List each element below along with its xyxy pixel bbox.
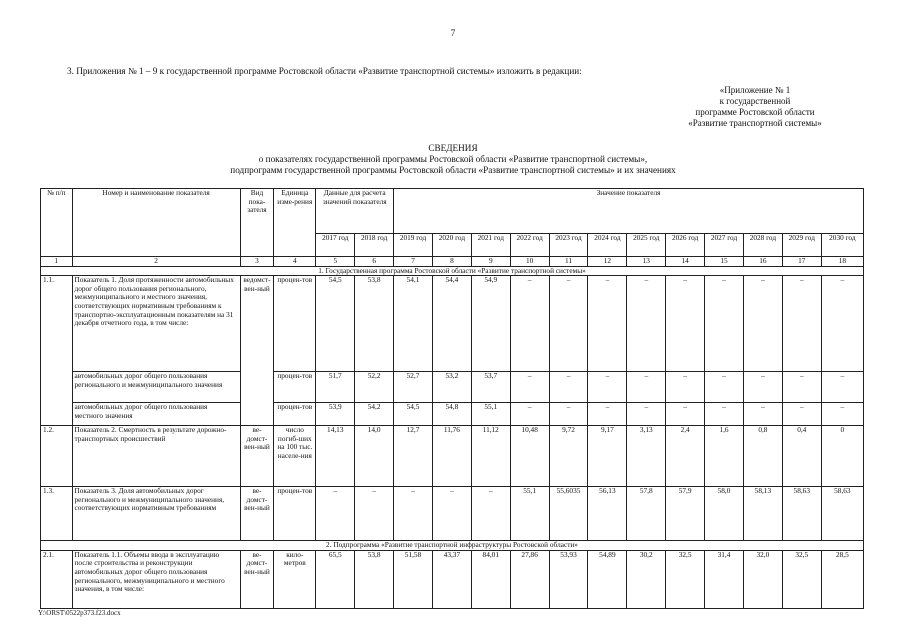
section-row [41,541,864,551]
column-number: 6 [355,257,394,267]
header-values: Значение показателя [394,189,864,234]
value-cell: 2,4 [666,426,705,487]
heading-line: подпрограмм государственной программы Ростовской области «Развитие транспортной системы» и их значениях [230,165,676,175]
value-cell: 53,93 [549,550,588,608]
value-cell: 58,63 [782,487,821,541]
value-cell: 84,01 [471,550,510,608]
column-number: 3 [240,257,274,267]
value-cell: – [549,403,588,426]
value-cell: 27,86 [510,550,549,608]
column-number: 11 [549,257,588,267]
value-cell: 52,7 [394,372,433,403]
value-cell: – [743,403,782,426]
year-header: 2018 год [355,234,394,257]
value-cell: 58,0 [705,487,744,541]
value-cell: – [355,487,394,541]
value-cell: – [588,372,627,403]
unit: процен-тов [274,276,316,372]
value-cell: 52,2 [355,372,394,403]
column-number: 1 [41,257,73,267]
value-cell: – [821,372,863,403]
value-cell: 53,2 [432,372,471,403]
value-cell: – [627,276,666,372]
column-number: 16 [743,257,782,267]
value-cell: – [627,372,666,403]
table-row [41,403,864,426]
unit: процен-тов [274,487,316,541]
table-row [41,276,864,372]
row-number: 1.2. [41,426,73,487]
value-cell: 30,2 [627,550,666,608]
value-cell: 54,5 [316,276,355,372]
column-number: 17 [782,257,821,267]
value-cell: 55,1 [471,403,510,426]
value-cell: 14,13 [316,426,355,487]
indicators-table [40,188,864,609]
year-header: 2029 год [782,234,821,257]
section-title: 2. Подпрограмма «Развитие транспортной инфраструктуры Ростовской области» [41,541,864,551]
value-cell: 53,8 [355,550,394,608]
page-number: 7 [450,28,456,38]
value-cell: 54,8 [432,403,471,426]
indicator-name: Показатель 1.1. Объемы ввода в эксплуатацию после строительства и реконструкции автомобильных дорог общего пользования регионального, межмуниципального и местного значения, в том числе: [72,550,240,608]
value-cell: – [666,276,705,372]
heading-title: СВЕДЕНИЯ [428,143,478,153]
value-cell: 54,1 [394,276,433,372]
column-number: 5 [316,257,355,267]
value-cell: – [743,276,782,372]
value-cell: 53,8 [355,276,394,372]
section-row [41,266,864,276]
year-header: 2019 год [394,234,433,257]
value-cell: 54,4 [432,276,471,372]
heading-line: о показателях государственной программы Ростовской области «Развитие транспортной системы», [258,154,648,164]
value-cell: 0 [821,426,863,487]
value-cell: – [705,403,744,426]
value-cell: 54,9 [471,276,510,372]
value-cell: 58,63 [821,487,863,541]
value-cell: – [549,276,588,372]
value-cell: 28,5 [821,550,863,608]
value-cell: 0,4 [782,426,821,487]
value-cell: 11,76 [432,426,471,487]
indicator-name: Показатель 3. Доля автомобильных дорог регионального и межмуниципального значения, соответствующих нормативным требованиям [72,487,240,541]
column-number: 4 [274,257,316,267]
value-cell: – [782,276,821,372]
value-cell: 58,13 [743,487,782,541]
column-number: 8 [432,257,471,267]
unit: кило-метров [274,550,316,608]
value-cell: 56,13 [588,487,627,541]
header-num: № п/п [41,189,73,257]
value-cell: 55,1 [510,487,549,541]
value-cell: – [471,487,510,541]
table-row [41,426,864,487]
value-cell: – [316,487,355,541]
value-cell: 9,72 [549,426,588,487]
column-number: 10 [510,257,549,267]
header-type: Вид пока-зателя [240,189,274,257]
value-cell: 54,2 [355,403,394,426]
value-cell: 54,89 [588,550,627,608]
value-cell: – [743,372,782,403]
intro-text: 3. Приложения № 1 – 9 к государственной программе Ростовской области «Развитие транспортной системы» изложить в редакции: [67,66,582,76]
indicator-type: ведомст-вен-ный [240,276,274,426]
indicator-type: ве-домст-вен-ный [240,487,274,541]
appendix-line: к государственной [719,96,791,106]
row-number: 2.1. [41,550,73,608]
value-cell: 32,5 [666,550,705,608]
value-cell: – [510,403,549,426]
year-header: 2021 год [471,234,510,257]
value-cell: 1,6 [705,426,744,487]
indicator-name: автомобильных дорог общего пользования регионального и межмуниципального значения [72,372,240,403]
table-row [41,372,864,403]
value-cell: 54,5 [394,403,433,426]
value-cell: 3,13 [627,426,666,487]
row-number: 1.1. [41,276,73,426]
value-cell: 32,5 [782,550,821,608]
column-number: 18 [821,257,863,267]
value-cell: – [432,487,471,541]
table-column-numbers-row [41,257,864,267]
indicator-type: ве-домст-вен-ный [240,550,274,608]
value-cell: 51,58 [394,550,433,608]
value-cell: – [821,276,863,372]
unit: число погиб-ших на 100 тыс. населе-ния [274,426,316,487]
value-cell: – [394,487,433,541]
appendix-line: программе Ростовской области [695,107,815,117]
value-cell: 57,8 [627,487,666,541]
table-row [41,550,864,608]
unit: процен-тов [274,372,316,403]
footer-file-path: Y:\ORST\0522p373.f23.docx [38,609,121,617]
value-cell: – [782,372,821,403]
row-number: 1.3. [41,487,73,541]
header-unit: Единица изме-рения [274,189,316,257]
year-header: 2028 год [743,234,782,257]
value-cell: 43,37 [432,550,471,608]
value-cell: 11,12 [471,426,510,487]
column-number: 9 [471,257,510,267]
table-row [41,487,864,541]
table-body [41,189,864,609]
value-cell: – [588,403,627,426]
value-cell: – [666,372,705,403]
year-header: 2030 год [821,234,863,257]
value-cell: 9,17 [588,426,627,487]
value-cell: 53,7 [471,372,510,403]
indicator-name: Показатель 1. Доля протяженности автомобильных дорог общего пользования регионального, межмуниципального и местного значения, соответствующих нормативным требованиям к транспортно-эксплуатационным показателям на 31 декабря отчетного года, в том числе: [72,276,240,372]
year-header: 2024 год [588,234,627,257]
value-cell: 65,5 [316,550,355,608]
value-cell: 32,0 [743,550,782,608]
value-cell: – [627,403,666,426]
value-cell: – [782,403,821,426]
year-header: 2025 год [627,234,666,257]
year-header: 2027 год [705,234,744,257]
year-header: 2026 год [666,234,705,257]
value-cell: – [588,276,627,372]
value-cell: 53,9 [316,403,355,426]
value-cell: – [705,372,744,403]
unit: процен-тов [274,403,316,426]
value-cell: 0,8 [743,426,782,487]
header-name: Номер и наименование показателя [72,189,240,257]
column-number: 13 [627,257,666,267]
value-cell: 51,7 [316,372,355,403]
value-cell: 57,9 [666,487,705,541]
value-cell: – [666,403,705,426]
column-number: 12 [588,257,627,267]
header-base: Данные для расчета значений показателя [316,189,394,234]
column-number: 7 [394,257,433,267]
value-cell: 55,6035 [549,487,588,541]
value-cell: 10,48 [510,426,549,487]
value-cell: – [821,403,863,426]
value-cell: 14,0 [355,426,394,487]
indicator-type: ве-домст-вен-ный [240,426,274,487]
indicator-name: автомобильных дорог общего пользования местного значения [72,403,240,426]
appendix-line: «Приложение № 1 [719,85,791,95]
value-cell: 31,4 [705,550,744,608]
section-title: 1. Государственная программа Ростовской области «Развитие транспортной системы» [41,266,864,276]
year-header: 2017 год [316,234,355,257]
column-number: 2 [72,257,240,267]
year-header: 2020 год [432,234,471,257]
value-cell: – [510,372,549,403]
value-cell: – [705,276,744,372]
value-cell: – [549,372,588,403]
table-header-row [41,189,864,234]
value-cell: 12,7 [394,426,433,487]
column-number: 15 [705,257,744,267]
indicator-name: Показатель 2. Смертность в результате дорожно-транспортных происшествий [72,426,240,487]
year-header: 2023 год [549,234,588,257]
column-number: 14 [666,257,705,267]
document-heading [0,143,906,176]
year-header: 2022 год [510,234,549,257]
value-cell: – [510,276,549,372]
appendix-line: «Развитие транспортной системы» [688,118,822,128]
appendix-label [640,85,870,129]
